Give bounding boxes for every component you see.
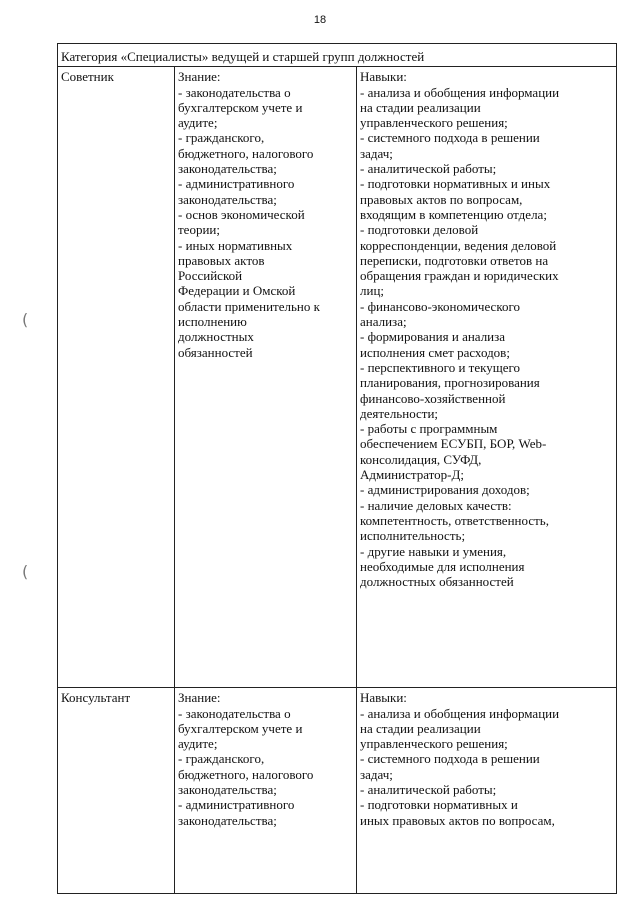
cell-text-line: аудите; xyxy=(178,736,218,752)
cell-text-line: - финансово-экономического xyxy=(360,298,520,314)
cell-text-line: - системного подхода в решении xyxy=(360,130,540,146)
table-header: Категория «Специалисты» ведущей и старшей групп должностей xyxy=(58,44,617,67)
cell-text-line: - подготовки деловой xyxy=(360,222,479,238)
skills-cell xyxy=(357,688,617,894)
cell-text-line: - основ экономической xyxy=(178,206,305,222)
cell-text-line: обязанностей xyxy=(178,344,253,360)
skills-cell xyxy=(357,67,617,688)
cell-text-line: лиц; xyxy=(360,283,385,299)
cell-text-line: - наличие деловых качеств: xyxy=(360,497,512,513)
cell-text-line: на стадии реализации xyxy=(360,99,481,115)
cell-text-line: законодательства; xyxy=(178,161,277,177)
cell-text-line: - административного xyxy=(178,176,295,192)
cell-text-line: - аналитической работы; xyxy=(360,782,497,798)
cell-text-line: консолидация, СУФД, xyxy=(360,451,482,467)
cell-text-line: области применительно к xyxy=(178,298,320,314)
cell-text-line: правовых актов по вопросам, xyxy=(360,191,523,207)
page-number: 18 xyxy=(313,14,327,26)
cell-text-line: Федерации и Омской xyxy=(178,283,296,299)
cell-text-line: переписки, подготовки ответов на xyxy=(360,252,549,268)
cell-text-line: бухгалтерском учете и xyxy=(178,99,303,115)
cell-text-line: должностных xyxy=(178,329,254,345)
cell-text-line: - перспективного и текущего xyxy=(360,359,521,375)
cell-text-line: - системного подхода в решении xyxy=(360,751,540,767)
cell-text-line: Навыки: xyxy=(360,69,407,85)
cell-text-line: деятельности; xyxy=(360,405,439,421)
binder-hole-mark: ( xyxy=(22,562,29,581)
position-cell: Советник xyxy=(58,67,175,688)
cell-text-line: задач; xyxy=(360,145,393,161)
knowledge-cell xyxy=(175,67,357,688)
cell-text-line: должностных обязанностей xyxy=(360,574,514,590)
qualification-table xyxy=(57,43,617,894)
cell-text-line: - подготовки нормативных и иных xyxy=(360,176,551,192)
cell-text-line: аудите; xyxy=(178,115,218,131)
cell-text-line: бюджетного, налогового xyxy=(178,766,314,782)
cell-text-line: - другие навыки и умения, xyxy=(360,543,507,559)
cell-text-line: теории; xyxy=(178,222,220,238)
cell-text-line: - законодательства о xyxy=(178,84,291,100)
cell-text-line: - анализа и обобщения информации xyxy=(360,705,560,721)
cell-text-line: планирования, прогнозирования xyxy=(360,375,540,391)
cell-text-line: управленческого решения; xyxy=(360,115,508,131)
cell-text-line: - аналитической работы; xyxy=(360,161,497,177)
cell-text-line: - подготовки нормативных и xyxy=(360,797,518,813)
cell-text-line: бухгалтерском учете и xyxy=(178,720,303,736)
cell-text-line: - гражданского, xyxy=(178,751,265,767)
cell-text-line: обращения граждан и юридических xyxy=(360,268,559,284)
cell-text-line: - иных нормативных xyxy=(178,237,293,253)
cell-text-line: корреспонденции, ведения деловой xyxy=(360,237,557,253)
cell-text-line: - гражданского, xyxy=(178,130,265,146)
cell-text-line: финансово-хозяйственной xyxy=(360,390,506,406)
cell-text-line: исполнению xyxy=(178,314,247,330)
cell-text-line: исполнительность; xyxy=(360,528,466,544)
cell-text-line: законодательства; xyxy=(178,812,277,828)
cell-text-line: - формирования и анализа xyxy=(360,329,506,345)
cell-text-line: компетентность, ответственность, xyxy=(360,512,549,528)
cell-text-line: - законодательства о xyxy=(178,705,291,721)
cell-text-line: - анализа и обобщения информации xyxy=(360,84,560,100)
knowledge-cell xyxy=(175,688,357,894)
cell-text-line: - административного xyxy=(178,797,295,813)
cell-text-line: Администратор-Д; xyxy=(360,467,464,483)
binder-hole-mark: ( xyxy=(22,310,29,329)
cell-text-line: - администрирования доходов; xyxy=(360,482,530,498)
cell-text-line: необходимые для исполнения xyxy=(360,558,525,574)
cell-text-line: анализа; xyxy=(360,314,407,330)
cell-text-line: Знание: xyxy=(178,690,221,706)
cell-text-line: законодательства; xyxy=(178,191,277,207)
cell-text-line: бюджетного, налогового xyxy=(178,145,314,161)
cell-text-line: управленческого решения; xyxy=(360,736,508,752)
position-cell: Консультант xyxy=(58,688,175,894)
cell-text-line: задач; xyxy=(360,766,393,782)
cell-text-line: иных правовых актов по вопросам, xyxy=(360,812,555,828)
cell-text-line: правовых актов xyxy=(178,252,265,268)
cell-text-line: Российской xyxy=(178,268,243,284)
cell-text-line: Знание: xyxy=(178,69,221,85)
cell-text-line: обеспечением ЕСУБП, БОР, Web- xyxy=(360,436,547,452)
cell-text-line: входящим в компетенцию отдела; xyxy=(360,206,547,222)
table-row xyxy=(58,688,617,894)
cell-text-line: - работы с программным xyxy=(360,421,498,437)
cell-text-line: исполнения смет расходов; xyxy=(360,344,510,360)
cell-text-line: на стадии реализации xyxy=(360,720,481,736)
table-row xyxy=(58,67,617,688)
cell-text-line: Навыки: xyxy=(360,690,407,706)
cell-text-line: законодательства; xyxy=(178,782,277,798)
